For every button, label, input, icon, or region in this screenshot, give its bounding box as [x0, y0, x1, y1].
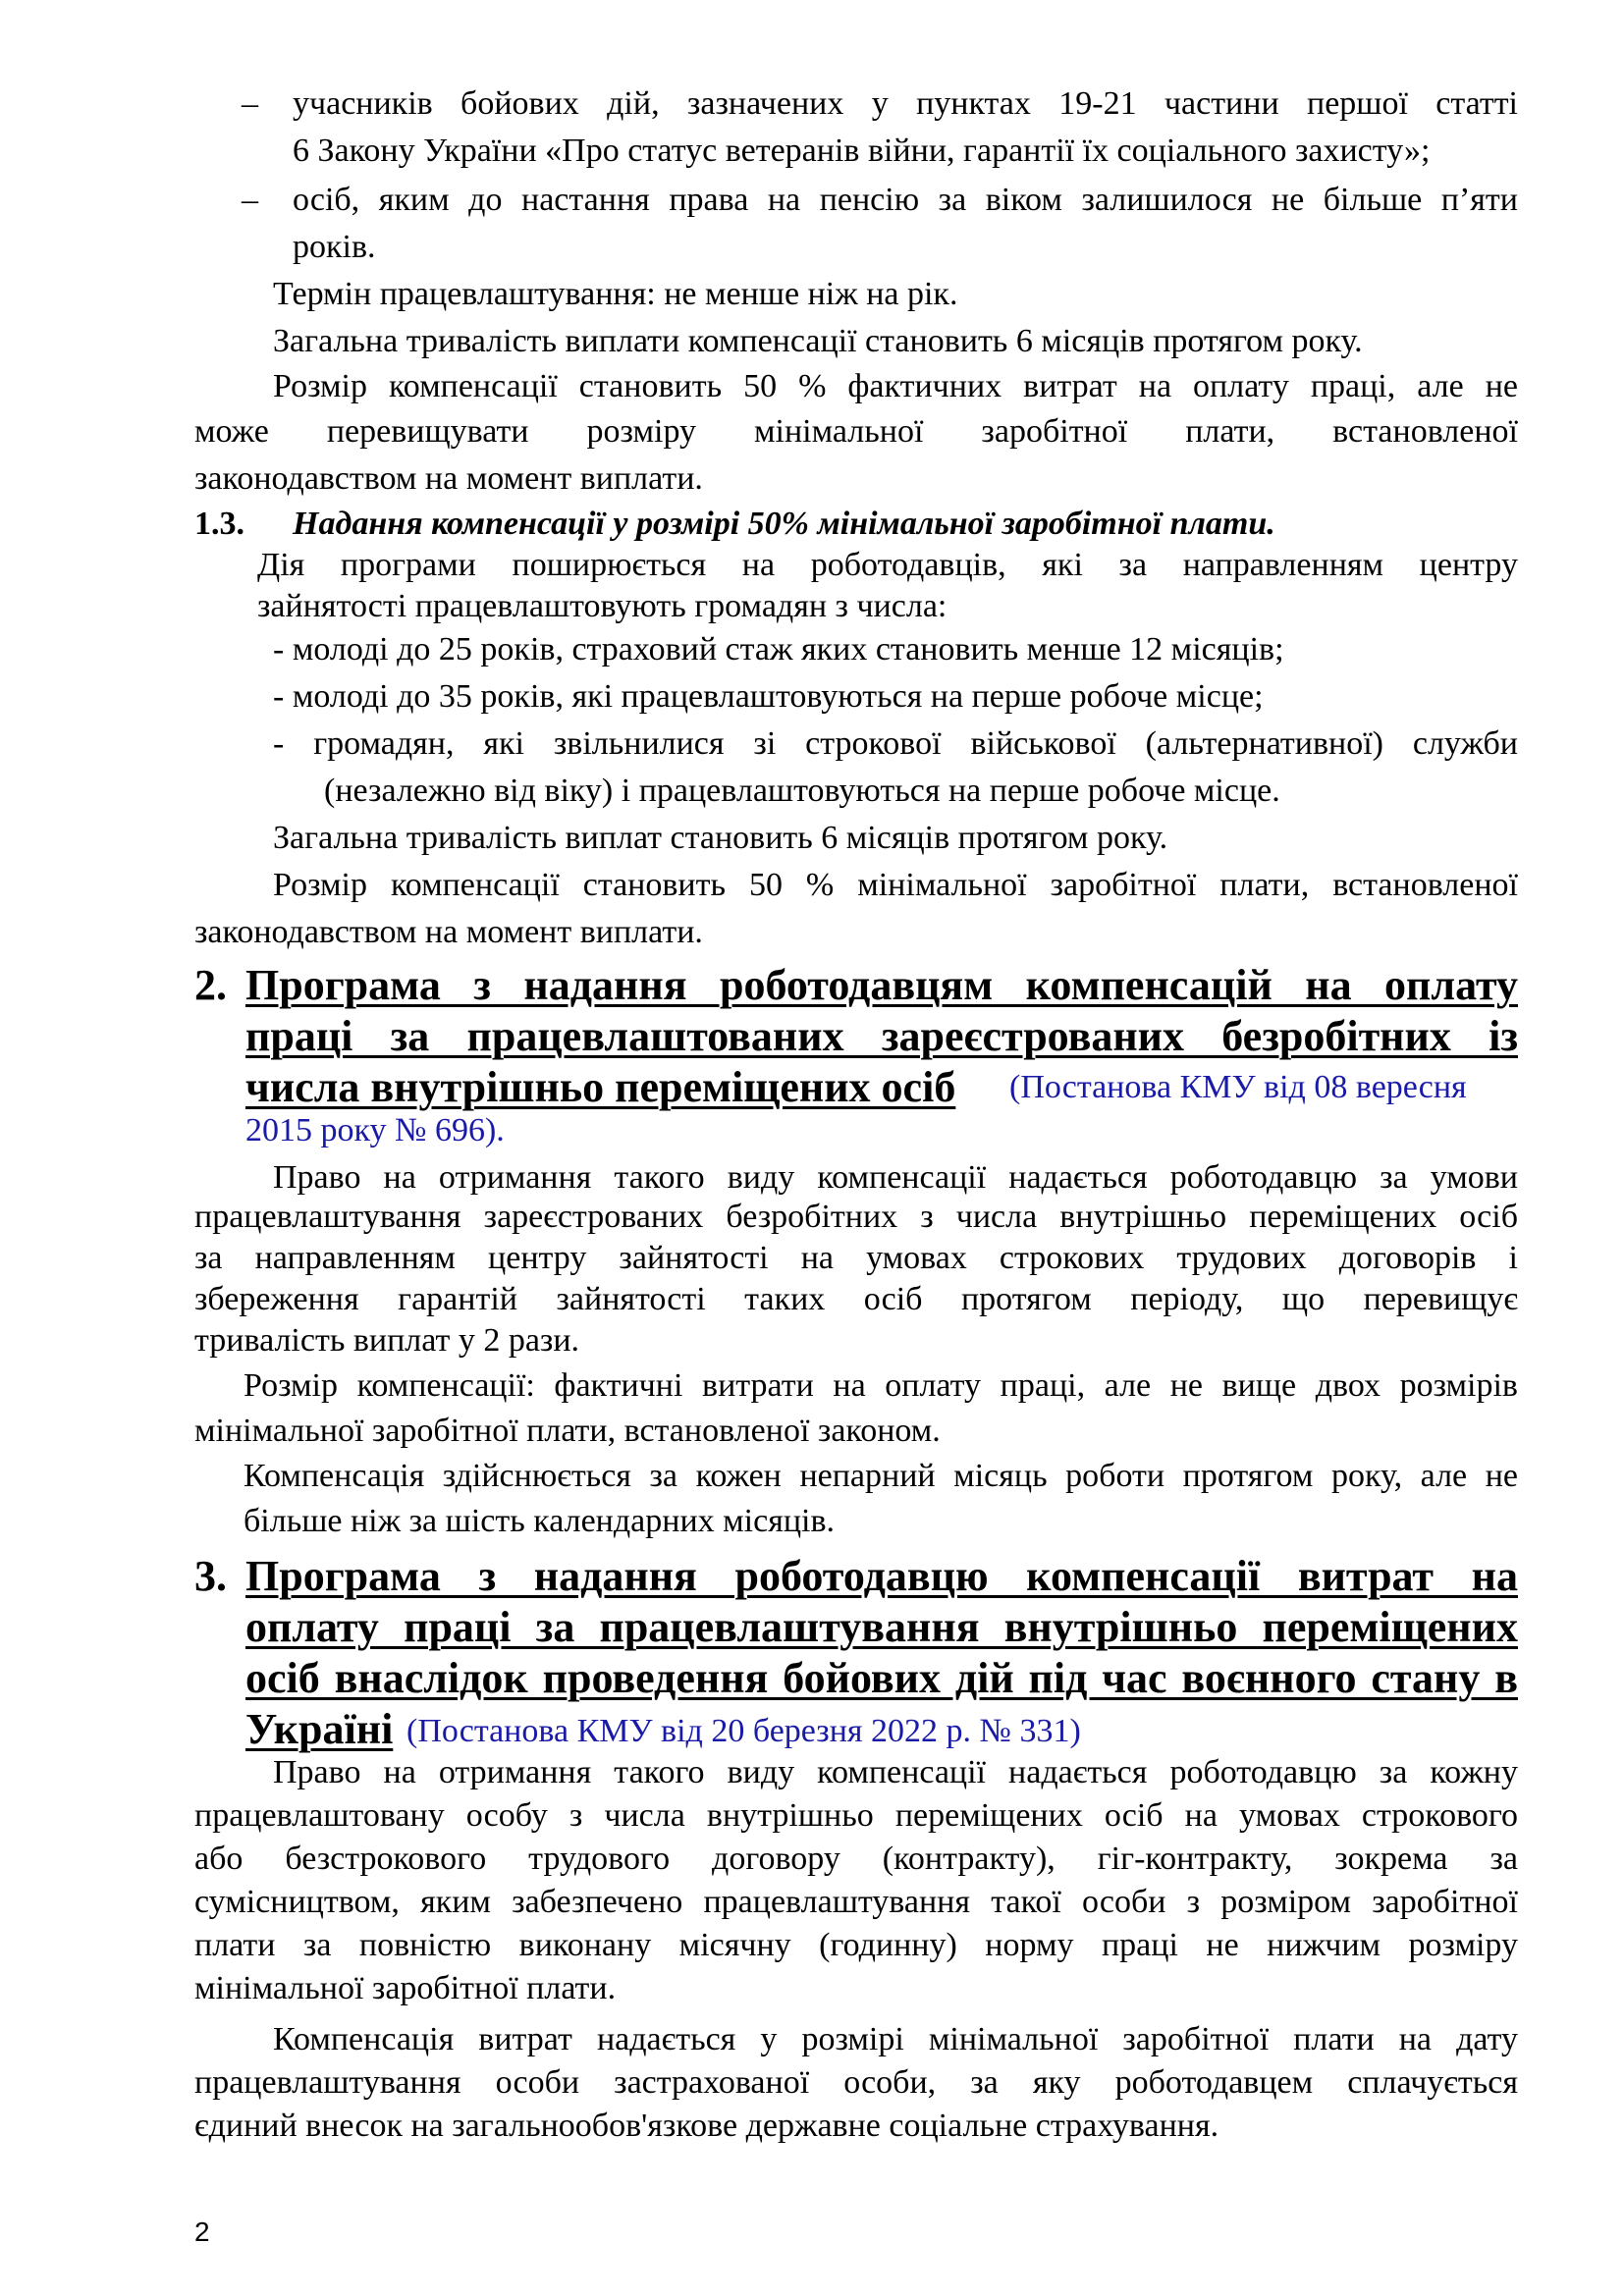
- legal-reference: 2015 року № 696).: [245, 1112, 505, 1148]
- paragraph-line: Дія програми поширюється на роботодавців, які за направленням центру: [257, 547, 1518, 583]
- bullet-dash: –: [242, 85, 258, 122]
- section-number: 2.: [194, 961, 227, 1009]
- paragraph-line: Компенсація витрат надається у розмірі мінімальної заробітної плати на дату: [273, 2021, 1518, 2057]
- paragraph-line: законодавством на момент виплати.: [194, 460, 703, 497]
- section-heading-line: [245, 1704, 393, 1755]
- section-title: Надання компенсації у розмірі 50% мінімальної заробітної плати.: [293, 506, 1275, 542]
- section-heading: Програма з надання роботодавцям компенсацій на оплату: [245, 961, 1518, 1009]
- paragraph-line: мінімальної заробітної плати.: [194, 1970, 617, 2006]
- list-item: (незалежно від віку) і працевлаштовуються на перше робоче місце.: [324, 773, 1280, 809]
- section-number: 3.: [194, 1552, 227, 1600]
- section-heading: праці за працевлаштованих зареєстрованих безробітних із: [245, 1012, 1518, 1060]
- paragraph-line: за направленням центру зайнятості на умовах строкових трудових договорів і: [194, 1240, 1518, 1276]
- section-heading: Україні: [245, 1705, 394, 1753]
- paragraph-line: зайнятості працевлаштовують громадян з числа:: [257, 588, 947, 624]
- paragraph-line: Компенсація здійснюється за кожен непарний місяць роботи протягом року, але не: [244, 1458, 1518, 1494]
- section-heading: числа внутрішньо переміщених осіб: [245, 1063, 956, 1111]
- list-item: - молоді до 25 років, страховий стаж яких становить менше 12 місяців;: [273, 631, 1284, 667]
- list-item: - громадян, які звільнилися зі строкової військової (альтернативної) служби: [273, 725, 1518, 762]
- paragraph-line: Загальна тривалість виплати компенсації становить 6 місяців протягом року.: [273, 323, 1363, 359]
- paragraph-line: Загальна тривалість виплат становить 6 місяців протягом року.: [273, 820, 1168, 856]
- bullet-dash: –: [242, 182, 258, 218]
- list-item: - молоді до 35 років, які працевлаштовуються на перше робоче місце;: [273, 678, 1264, 715]
- paragraph-line: працевлаштовану особу з числа внутрішньо переміщених осіб на умовах строкового: [194, 1797, 1518, 1834]
- paragraph-line: Розмір компенсації становить 50 % мінімальної заробітної плати, встановленої: [273, 867, 1518, 903]
- section-heading: осіб внаслідок проведення бойових дій під час воєнного стану в: [245, 1654, 1518, 1702]
- legal-reference: (Постанова КМУ від 08 вересня: [1009, 1069, 1467, 1105]
- paragraph-line: сумісництвом, яким забезпечено працевлаштування такої особи з розміром заробітної: [194, 1884, 1518, 1920]
- section-number: 1.3.: [194, 506, 244, 542]
- paragraph-line: збереження гарантій зайнятості таких осіб протягом періоду, що перевищує: [194, 1281, 1518, 1317]
- legal-reference: (Постанова КМУ від 20 березня 2022 р. № 331): [406, 1713, 1081, 1749]
- paragraph-line: Розмір компенсації становить 50 % фактичних витрат на оплату праці, але не: [273, 368, 1518, 404]
- section-heading: оплату праці за працевлаштування внутрішньо переміщених: [245, 1603, 1518, 1651]
- paragraph-line: плати за повністю виконану місячну (годинну) норму праці не нижчим розміру: [194, 1927, 1518, 1963]
- paragraph-line: працевлаштування зареєстрованих безробітних з числа внутрішньо переміщених осіб: [194, 1199, 1518, 1235]
- section-heading: Програма з надання роботодавцю компенсації витрат на: [245, 1552, 1518, 1600]
- paragraph-line: або безстрокового трудового договору (контракту), гіг-контракту, зокрема за: [194, 1841, 1518, 1877]
- bullet-line: осіб, яким до настання права на пенсію за віком залишилося не більше п’яти: [293, 182, 1518, 218]
- paragraph-line: працевлаштування особи застрахованої особи, за яку роботодавцем сплачується: [194, 2064, 1518, 2101]
- paragraph-line: Право на отримання такого виду компенсації надається роботодавцю за умови: [273, 1159, 1518, 1196]
- paragraph-line: може перевищувати розміру мінімальної заробітної плати, встановленої: [194, 413, 1518, 450]
- paragraph-line: тривалість виплат у 2 рази.: [194, 1322, 580, 1359]
- paragraph-line: законодавством на момент виплати.: [194, 914, 703, 950]
- section-heading-line: [245, 1062, 955, 1113]
- paragraph-line: Право на отримання такого виду компенсації надається роботодавцю за кожну: [273, 1754, 1518, 1790]
- bullet-line: років.: [293, 229, 376, 265]
- paragraph-line: мінімальної заробітної плати, встановленої законом.: [194, 1413, 941, 1449]
- paragraph-line: єдиний внесок на загальнообов'язкове державне соціальне страхування.: [194, 2108, 1219, 2144]
- paragraph-line: Розмір компенсації: фактичні витрати на оплату праці, але не вище двох розмірів: [244, 1367, 1518, 1404]
- paragraph-line: Термін працевлаштування: не менше ніж на рік.: [273, 276, 958, 312]
- bullet-line: учасників бойових дій, зазначених у пунктах 19-21 частини першої статті: [293, 85, 1518, 122]
- paragraph-line: більше ніж за шість календарних місяців.: [244, 1503, 836, 1539]
- bullet-line: 6 Закону України «Про статус ветеранів війни, гарантії їх соціального захисту»;: [293, 133, 1431, 169]
- page-number: 2: [194, 2216, 210, 2247]
